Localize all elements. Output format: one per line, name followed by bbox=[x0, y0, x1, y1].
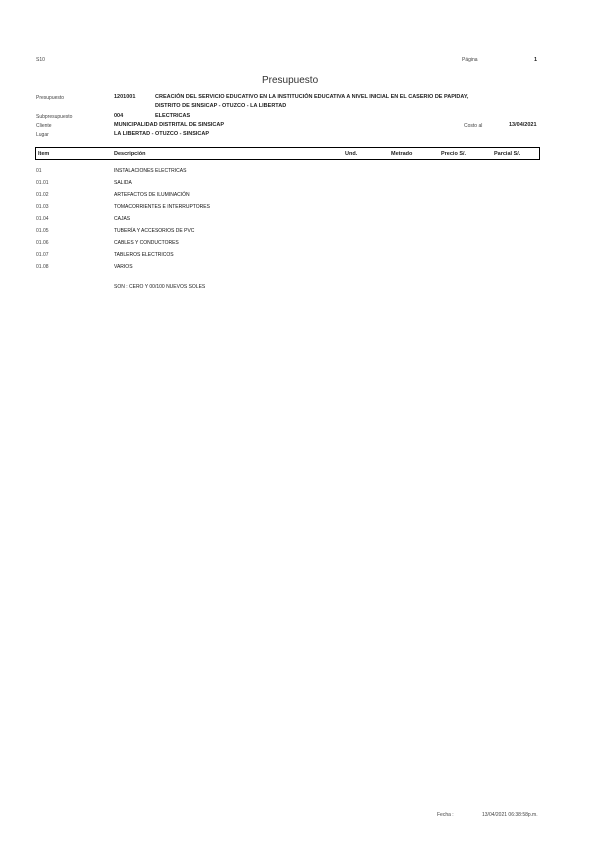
table-row-desc: ARTEFACTOS DE ILUMINACIÓN bbox=[114, 192, 190, 198]
costo-date: 13/04/2021 bbox=[509, 122, 537, 128]
fecha-value: 13/04/2021 06:38:58p.m. bbox=[482, 812, 538, 818]
son-total-text: SON : CERO Y 00/100 NUEVOS SOLES bbox=[114, 284, 206, 290]
subpresupuesto-name: ELECTRICAS bbox=[155, 113, 191, 119]
table-row-desc: CAJAS bbox=[114, 216, 131, 222]
lugar-label: Lugar bbox=[36, 132, 49, 138]
cliente-label: Cliente bbox=[36, 123, 52, 129]
presupuesto-code: 1201001 bbox=[114, 94, 136, 100]
header-und: Und. bbox=[345, 151, 358, 157]
table-row-item: 01.05 bbox=[36, 228, 49, 234]
table-row-desc: CABLES Y CONDUCTORES bbox=[114, 240, 179, 246]
fecha-label: Fecha : bbox=[437, 812, 454, 818]
page-title: Presupuesto bbox=[262, 75, 319, 86]
table-row-desc: TOMACORRIENTES E INTERRUPTORES bbox=[114, 204, 210, 210]
table-row-item: 01.07 bbox=[36, 252, 49, 258]
header-item: Item bbox=[38, 151, 50, 157]
table-row-desc: SALIDA bbox=[114, 180, 132, 186]
header-parcial: Parcial S/. bbox=[494, 151, 521, 157]
table-header bbox=[35, 147, 540, 160]
table-row-desc: VARIOS bbox=[114, 264, 133, 270]
presupuesto-label: Presupuesto bbox=[36, 95, 65, 101]
header-metrado: Metrado bbox=[391, 151, 413, 157]
presupuesto-desc-line2: DISTRITO DE SINSICAP - OTUZCO - LA LIBERTAD bbox=[155, 103, 287, 109]
header-descripcion: Descripción bbox=[114, 151, 146, 157]
table-row-desc: TABLEROS ELECTRICOS bbox=[114, 252, 174, 258]
page-label: Página bbox=[462, 57, 478, 63]
table-row-item: 01.08 bbox=[36, 264, 49, 270]
table-row-item: 01.01 bbox=[36, 180, 49, 186]
presupuesto-desc-line1: CREACIÓN DEL SERVICIO EDUCATIVO EN LA INSTITUCIÓN EDUCATIVA A NIVEL INICIAL EN EL CASERIO DE PAPIDAY, bbox=[155, 94, 469, 100]
table-row-item: 01.06 bbox=[36, 240, 49, 246]
subpresupuesto-code: 004 bbox=[114, 113, 124, 119]
costo-label: Costo al bbox=[464, 123, 483, 129]
table-row-item: 01.04 bbox=[36, 216, 49, 222]
table-row-desc: INSTALACIONES ELECTRICAS bbox=[114, 168, 187, 174]
lugar-value: LA LIBERTAD - OTUZCO - SINSICAP bbox=[114, 131, 210, 137]
table-row-item: 01 bbox=[36, 168, 42, 174]
cliente-value: MUNICIPALIDAD DISTRITAL DE SINSICAP bbox=[114, 122, 225, 128]
table-row-desc: TUBERÍA Y ACCESORIOS DE PVC bbox=[114, 228, 195, 234]
page-number: 1 bbox=[534, 57, 538, 63]
table-row-item: 01.02 bbox=[36, 192, 49, 198]
header-precio: Precio S/. bbox=[441, 151, 467, 157]
subpresupuesto-label: Subpresupuesto bbox=[36, 114, 73, 120]
table-row-item: 01.03 bbox=[36, 204, 49, 210]
report-code: S10 bbox=[36, 57, 45, 63]
